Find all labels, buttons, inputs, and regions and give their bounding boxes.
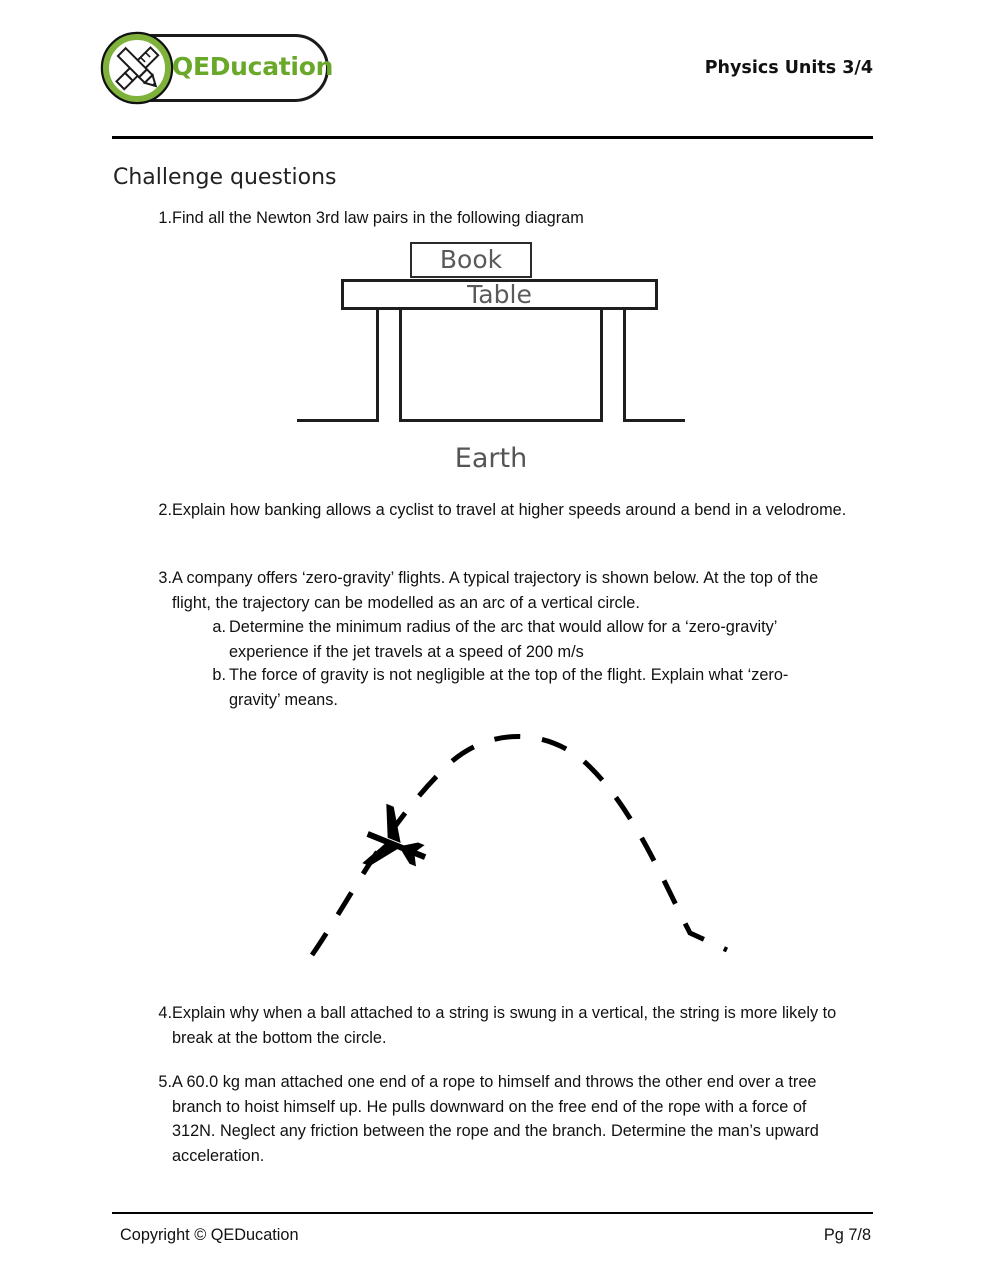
earth-label: Earth bbox=[454, 443, 528, 474]
sub-question-number: b. bbox=[212, 666, 226, 684]
sub-question-text: Determine the minimum radius of the arc that would allow for a ‘zero-gravity’ experience if the jet travels at a speed of 200 m/s bbox=[229, 618, 777, 661]
question-text: A company offers ‘zero-gravity’ flights. A typical trajectory is shown below. At the top of the flight, the trajectory can be modelled as an arc of a vertical circle. bbox=[172, 569, 819, 612]
footer-divider bbox=[112, 1212, 873, 1214]
sub-question-text: The force of gravity is not negligible at the top of the flight. Explain what ‘zero-gravity’ means. bbox=[229, 666, 789, 709]
flight-trajectory-diagram bbox=[290, 715, 750, 965]
footer-copyright: Copyright © QEDucation bbox=[120, 1226, 299, 1244]
sub-question-number: a. bbox=[212, 618, 226, 636]
page-title: Challenge questions bbox=[113, 165, 337, 190]
footer-page-number: Pg 7/8 bbox=[823, 1226, 871, 1244]
ground-line bbox=[297, 419, 685, 422]
book-label: Book bbox=[439, 245, 503, 274]
trajectory-path bbox=[312, 736, 727, 955]
table-leg-right bbox=[600, 308, 626, 422]
logo-wordmark: QEDucation bbox=[172, 52, 334, 81]
header-title: Physics Units 3/4 bbox=[704, 58, 873, 78]
question-number: 1. bbox=[158, 209, 172, 227]
question-text: Explain how banking allows a cyclist to travel at higher speeds around a bend in a velodrome. bbox=[172, 501, 847, 519]
question-text: A 60.0 kg man attached one end of a rope to himself and throws the other end over a tree branch to hoist himself up. He pulls downward on the free end of the rope with a force of 312N. Neglect any friction between the rope and the branch. Determine the man’s upward acceleration. bbox=[172, 1073, 819, 1165]
table-label: Table bbox=[467, 280, 532, 309]
question-text: Explain why when a ball attached to a string is swung in a vertical, the string is more likely to break at the bottom the circle. bbox=[172, 1004, 837, 1047]
airplane-silhouette-icon bbox=[357, 801, 438, 884]
question-number: 5. bbox=[158, 1073, 172, 1091]
book-table-earth-diagram bbox=[0, 0, 985, 474]
table-leg-left bbox=[376, 308, 402, 422]
question-number: 4. bbox=[158, 1004, 172, 1022]
question-number: 2. bbox=[158, 501, 172, 519]
question-number: 3. bbox=[158, 569, 172, 587]
question-text: Find all the Newton 3rd law pairs in the following diagram bbox=[172, 209, 584, 227]
